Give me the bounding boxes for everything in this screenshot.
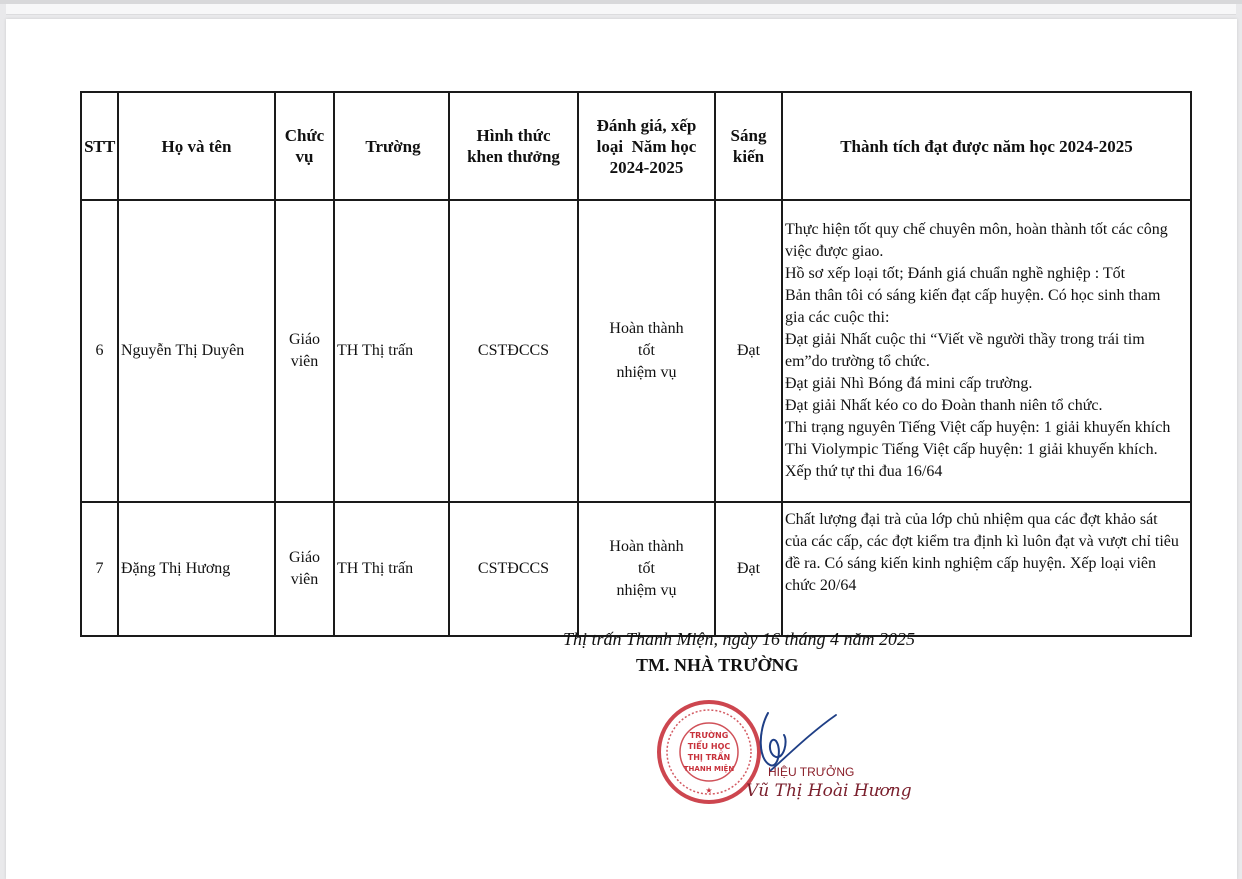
table-row: [81, 200, 1191, 502]
cell-position-line2: viên: [290, 353, 319, 370]
header-eval-line3: 2024-2025: [609, 157, 684, 177]
header-initiative: [715, 92, 782, 200]
cell-eval-line3: nhiệm vụ: [616, 582, 677, 599]
evaluation-text: [609, 318, 683, 384]
achievement-line: Chất lượng đại trà của lớp chủ nhiệm qua các đợt khảo sát của các cấp, các đợt kiểm tra định kì luôn đạt và vượt chỉ tiêu đề ra. Có sáng kiến kinh nghiệm cấp huyện. Xếp loại viên chức 20/64: [785, 511, 1179, 594]
cell-school: TH Thị trấn: [334, 502, 449, 636]
cell-eval-line2: tốt: [638, 342, 655, 359]
svg-text:★: ★: [705, 786, 713, 795]
svg-text:THỊ TRẤN: THỊ TRẤN: [687, 753, 731, 762]
cell-name: Đặng Thị Hương: [118, 502, 275, 636]
achievement-line: Đạt giải Nhất cuộc thi “Viết về người thầy trong trái tim em”do trường tổ chức.: [785, 331, 1145, 370]
place-date: Thị trấn Thanh Miện, ngày 16 tháng 4 năm 2025: [563, 629, 916, 649]
svg-text:THANH MIỆN: THANH MIỆN: [683, 765, 735, 773]
achievement-line: Hồ sơ xếp loại tốt; Đánh giá chuẩn nghề nghiệp : Tốt: [785, 265, 1126, 282]
achievement-line: Thi trạng nguyên Tiếng Việt cấp huyện: 1 giải khuyến khích: [785, 419, 1171, 436]
achievement-line: Đạt giải Nhất kéo co do Đoàn thanh niên tổ chức.: [785, 397, 1103, 414]
header-evaluation: [578, 92, 715, 200]
cell-stt: 7: [81, 502, 118, 636]
header-award-line2: khen thưởng: [467, 147, 560, 166]
header-initiative-line2: kiến: [732, 147, 765, 166]
header-position-line1: Chức: [284, 126, 325, 145]
header-position: [275, 92, 334, 200]
cell-school: TH Thị trấn: [334, 200, 449, 502]
cell-position: [275, 502, 334, 636]
achievement-line: Bản thân tôi có sáng kiến đạt cấp huyện. Có học sinh tham gia các cuộc thi:: [785, 287, 1161, 326]
awards-table: [80, 91, 1192, 637]
cell-initiative: Đạt: [715, 200, 782, 502]
svg-text:TRƯỜNG: TRƯỜNG: [689, 731, 729, 740]
cell-position-line1: Giáo: [288, 549, 321, 566]
table-row: [81, 502, 1191, 636]
header-award-line1: Hình thức: [476, 126, 551, 145]
cell-position-line2: viên: [290, 571, 319, 588]
svg-text:TIỂU HỌC: TIỂU HỌC: [687, 742, 731, 751]
cell-award: CSTĐCCS: [449, 502, 578, 636]
cell-initiative: Đạt: [715, 502, 782, 636]
header-award: [449, 92, 578, 200]
previous-page-edge: [6, 4, 1236, 15]
header-initiative-line1: Sáng: [730, 126, 767, 145]
header-achievements: Thành tích đạt được năm học 2024-2025: [782, 92, 1191, 200]
cell-evaluation: [578, 502, 715, 636]
cell-eval-line1: Hoàn thành: [609, 320, 684, 337]
evaluation-text: [609, 536, 683, 602]
document-page: [6, 19, 1237, 879]
cell-eval-line1: Hoàn thành: [609, 538, 684, 555]
achievement-line: Đạt giải Nhì Bóng đá mini cấp trường.: [785, 375, 1033, 392]
header-row: [81, 92, 1191, 200]
header-school: Trường: [334, 92, 449, 200]
organization-line: TM. NHÀ TRƯỜNG: [636, 655, 799, 675]
achievement-line: Thi Violympic Tiếng Việt cấp huyện: 1 giải khuyến khích. Xếp thứ tự thi đua 16/64: [785, 441, 1158, 480]
cell-achievements: [782, 502, 1191, 636]
cell-name: Nguyễn Thị Duyên: [118, 200, 275, 502]
cell-achievements: [782, 200, 1191, 502]
header-name: Họ và tên: [118, 92, 275, 200]
header-position-line2: vụ: [295, 147, 314, 166]
cell-stt: 6: [81, 200, 118, 502]
signer-title: HIỆU TRƯỞNG: [768, 765, 855, 779]
signer-name: Vũ Thị Hoài Hương: [746, 781, 912, 801]
cell-evaluation: [578, 200, 715, 502]
header-eval-line2: loại Năm học: [596, 136, 697, 156]
cell-award: CSTĐCCS: [449, 200, 578, 502]
cell-eval-line3: nhiệm vụ: [616, 364, 677, 381]
header-stt: STT: [81, 92, 118, 200]
cell-eval-line2: tốt: [638, 560, 655, 577]
cell-position-line1: Giáo: [288, 331, 321, 348]
header-eval-line1: Đánh giá, xếp: [596, 115, 697, 135]
cell-position: [275, 200, 334, 502]
achievement-line: Thực hiện tốt quy chế chuyên môn, hoàn thành tốt các công việc được giao.: [785, 221, 1168, 260]
